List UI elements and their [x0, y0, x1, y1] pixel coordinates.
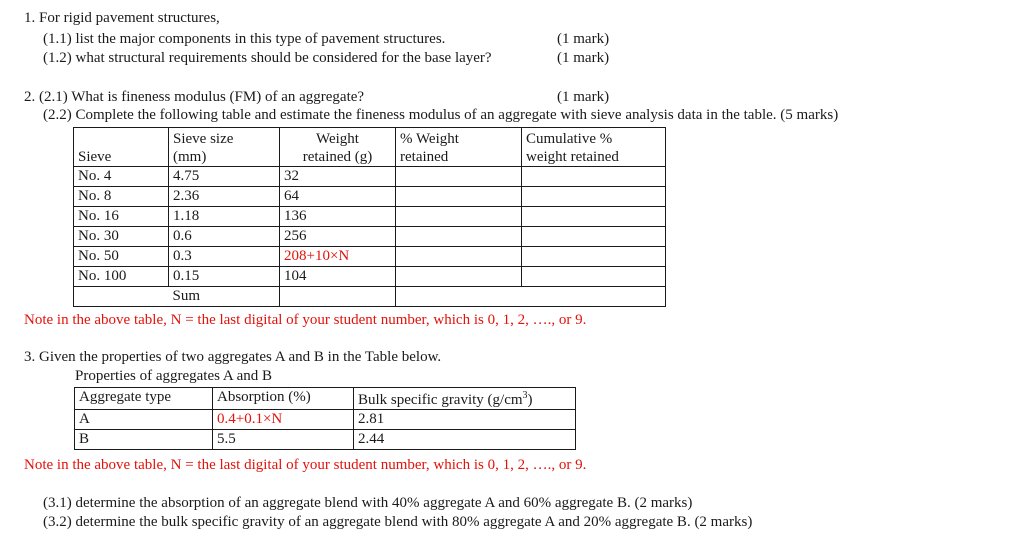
table-row	[74, 187, 666, 207]
weight-cell: 256	[280, 227, 396, 247]
bsg-cell: 2.81	[354, 410, 576, 430]
header-bsg-end: )	[527, 392, 533, 408]
size-cell: 4.75	[169, 167, 280, 187]
header-cum-l1: Cumulative %	[526, 131, 613, 147]
header-bsg	[354, 388, 576, 410]
q3-note: Note in the above table, N = the last digital of your student number, which is 0, 1, 2, …., or 9.	[24, 457, 587, 473]
q1-2-marks: (1 mark)	[557, 50, 610, 66]
size-cell: 0.3	[169, 247, 280, 267]
size-cell: 0.15	[169, 267, 280, 287]
aggregate-table	[74, 387, 576, 450]
table-row	[75, 410, 576, 430]
type-cell: A	[75, 410, 213, 430]
q1-1-marks: (1 mark)	[557, 31, 610, 47]
sieve-cell: No. 30	[74, 227, 169, 247]
q3-2-text: (3.2) determine the bulk specific gravity of an aggregate blend with 80% aggregate A and 20% aggregate B. (2 marks)	[43, 514, 753, 530]
q3-table-caption: Properties of aggregates A and B	[75, 368, 273, 384]
q1-2-text: (1.2) what structural requirements should be considered for the base layer?	[43, 50, 492, 66]
absorption-cell: 5.5	[213, 430, 354, 450]
q2-note: Note in the above table, N = the last digital of your student number, which is 0, 1, 2, …., or 9.	[24, 312, 587, 328]
header-bsg-text: Bulk specific gravity (g/cm	[358, 392, 523, 408]
header-bsg-sup: 3	[522, 390, 528, 401]
sieve-cell: No. 8	[74, 187, 169, 207]
cum-cell	[522, 187, 666, 207]
header-sieve: Sieve	[78, 149, 112, 165]
cum-cell	[522, 167, 666, 187]
weight-cell: 136	[280, 207, 396, 227]
table-row	[74, 227, 666, 247]
sieve-cell: No. 50	[74, 247, 169, 267]
header-size-l1: Sieve size	[173, 131, 234, 147]
sum-weight-cell	[280, 287, 396, 307]
pct-cell	[396, 247, 522, 267]
absorption-cell: 0.4+0.1×N	[213, 410, 354, 430]
q2-1-marks: (1 mark)	[557, 89, 610, 105]
sieve-cell: No. 4	[74, 167, 169, 187]
weight-cell: 104	[280, 267, 396, 287]
sieve-cell: No. 100	[74, 267, 169, 287]
table-row	[75, 430, 576, 450]
pct-cell	[396, 267, 522, 287]
q3-1-text: (3.1) determine the absorption of an aggregate blend with 40% aggregate A and 60% aggregate B. (2 marks)	[43, 495, 693, 511]
sieve-table-header	[74, 128, 666, 167]
size-cell: 2.36	[169, 187, 280, 207]
sieve-table	[73, 127, 666, 307]
pct-cell	[396, 167, 522, 187]
pct-cell	[396, 227, 522, 247]
type-cell: B	[75, 430, 213, 450]
cum-cell	[522, 227, 666, 247]
header-size-l2: (mm)	[173, 149, 207, 165]
weight-cell: 64	[280, 187, 396, 207]
weight-cell: 208+10×N	[280, 247, 396, 267]
pct-cell	[396, 207, 522, 227]
header-absorption: Absorption (%)	[213, 388, 354, 410]
header-pct-l2: retained	[400, 149, 449, 165]
header-pct-l1: % Weight	[400, 131, 459, 147]
table-row	[74, 267, 666, 287]
table-row	[74, 207, 666, 227]
aggregate-table-header	[75, 388, 576, 410]
sum-label: Sum	[169, 287, 280, 307]
cum-cell	[522, 207, 666, 227]
header-weight-l2: retained (g)	[302, 149, 373, 165]
size-cell: 1.18	[169, 207, 280, 227]
sum-row	[74, 287, 666, 307]
table-row	[74, 247, 666, 267]
q2-2-text: (2.2) Complete the following table and estimate the fineness modulus of an aggregate with sieve analysis data in the table. (5 marks)	[43, 107, 839, 123]
size-cell: 0.6	[169, 227, 280, 247]
sum-pct-cell	[396, 287, 666, 307]
pct-cell	[396, 187, 522, 207]
q3-title: 3. Given the properties of two aggregates A and B in the Table below.	[24, 349, 442, 365]
q1-1-text: (1.1) list the major components in this type of pavement structures.	[43, 31, 446, 47]
header-type: Aggregate type	[75, 388, 213, 410]
cum-cell	[522, 247, 666, 267]
sieve-cell: No. 16	[74, 207, 169, 227]
header-cum-l2: weight retained	[526, 149, 619, 165]
cum-cell	[522, 267, 666, 287]
bsg-cell: 2.44	[354, 430, 576, 450]
q1-title: 1. For rigid pavement structures,	[24, 10, 220, 26]
header-weight-l1: Weight	[316, 131, 359, 147]
q2-title: 2. (2.1) What is fineness modulus (FM) of an aggregate?	[24, 89, 365, 105]
table-row	[74, 167, 666, 187]
weight-cell: 32	[280, 167, 396, 187]
